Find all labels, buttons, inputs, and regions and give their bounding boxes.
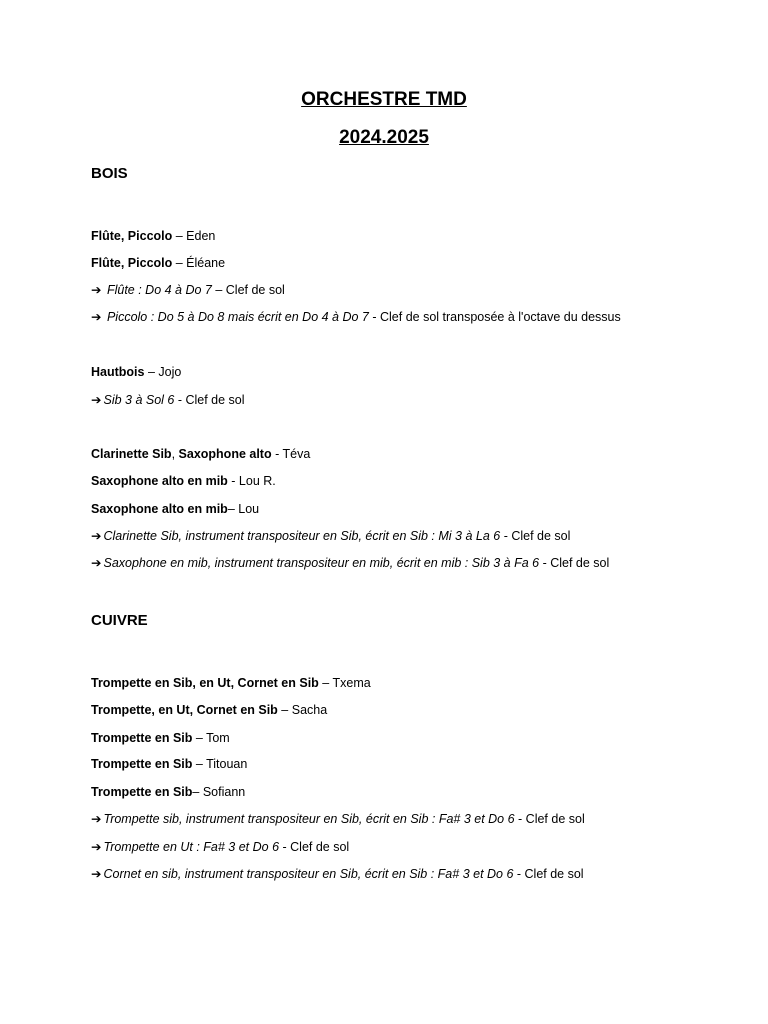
range-note bbox=[91, 528, 570, 544]
range-note bbox=[91, 811, 585, 827]
arrow-icon: ➔ bbox=[91, 867, 102, 881]
list-item bbox=[91, 730, 230, 746]
player-name: – Eden bbox=[172, 229, 216, 243]
range-text: Trompette sib, instrument transpositeur en Sib, écrit en Sib : Fa# 3 et Do 6 bbox=[103, 812, 515, 826]
arrow-icon: ➔ bbox=[91, 840, 102, 854]
list-item bbox=[91, 756, 247, 772]
list-item bbox=[91, 446, 310, 462]
player-name: – Tom bbox=[192, 731, 230, 745]
range-text: Trompette en Ut : Fa# 3 et Do 6 bbox=[103, 840, 280, 854]
instrument-name: Flûte, Piccolo bbox=[91, 256, 173, 270]
range-note bbox=[91, 866, 584, 882]
separator: , bbox=[171, 447, 179, 461]
document-title: ORCHESTRE TMD bbox=[301, 89, 467, 110]
instrument-name: Trompette en Sib bbox=[91, 731, 193, 745]
player-name: – Lou bbox=[227, 502, 260, 516]
range-text: Cornet en sib, instrument transpositeur en Sib, écrit en Sib : Fa# 3 et Do 6 bbox=[103, 867, 514, 881]
list-item bbox=[91, 473, 276, 489]
list-item bbox=[91, 784, 245, 800]
player-name: - Téva bbox=[271, 447, 311, 461]
list-item bbox=[91, 228, 215, 244]
player-name: – Éléane bbox=[172, 256, 226, 270]
player-name: - Lou R. bbox=[227, 474, 276, 488]
clef-text: - Clef de sol bbox=[279, 840, 350, 854]
player-name: – Titouan bbox=[192, 757, 248, 771]
range-note bbox=[91, 309, 621, 325]
list-item bbox=[91, 255, 225, 271]
range-text: Saxophone en mib, instrument transpositeur en mib, écrit en mib : Sib 3 à Fa 6 bbox=[103, 556, 540, 570]
instrument-name: Flûte, Piccolo bbox=[91, 229, 173, 243]
arrow-icon: ➔ bbox=[91, 812, 102, 826]
range-text: Sib 3 à Sol 6 bbox=[103, 393, 175, 407]
player-name: – Sofiann bbox=[192, 785, 246, 799]
list-item bbox=[91, 364, 181, 380]
player-name: – Sacha bbox=[277, 703, 328, 717]
range-note bbox=[91, 392, 245, 408]
arrow-icon: ➔ bbox=[91, 529, 102, 543]
list-item bbox=[91, 702, 327, 718]
arrow-icon: ➔ bbox=[91, 556, 102, 570]
player-name: – Txema bbox=[318, 676, 371, 690]
list-item bbox=[91, 501, 259, 517]
section-heading-bois: BOIS bbox=[91, 165, 128, 182]
instrument-name: Trompette, en Ut, Cornet en Sib bbox=[91, 703, 278, 717]
arrow-icon: ➔ bbox=[91, 283, 102, 297]
list-item bbox=[91, 675, 371, 691]
clef-text: - Clef de sol bbox=[539, 556, 610, 570]
clef-text: - Clef de sol bbox=[500, 529, 571, 543]
instrument-name: Clarinette Sib bbox=[91, 447, 172, 461]
range-text: Piccolo : Do 5 à Do 8 mais écrit en Do 4 à Do 7 bbox=[103, 310, 369, 324]
clef-text: - Clef de sol bbox=[513, 867, 584, 881]
instrument-name: Saxophone alto en mib bbox=[91, 502, 228, 516]
arrow-icon: ➔ bbox=[91, 310, 102, 324]
range-note bbox=[91, 555, 609, 571]
instrument-name: Trompette en Sib bbox=[91, 757, 193, 771]
instrument-name: Saxophone alto bbox=[178, 447, 272, 461]
instrument-name: Hautbois bbox=[91, 365, 145, 379]
section-heading-cuivre: CUIVRE bbox=[91, 612, 148, 629]
document-year: 2024.2025 bbox=[339, 127, 429, 148]
range-text: Clarinette Sib, instrument transpositeur en Sib, écrit en Sib : Mi 3 à La 6 bbox=[103, 529, 501, 543]
range-note bbox=[91, 282, 285, 298]
instrument-name: Trompette en Sib, en Ut, Cornet en Sib bbox=[91, 676, 319, 690]
clef-text: – Clef de sol bbox=[211, 283, 285, 297]
range-text: Flûte : Do 4 à Do 7 bbox=[103, 283, 212, 297]
instrument-name: Saxophone alto en mib bbox=[91, 474, 228, 488]
instrument-name: Trompette en Sib bbox=[91, 785, 193, 799]
clef-text: - Clef de sol transposée à l'octave du dessus bbox=[368, 310, 621, 324]
player-name: – Jojo bbox=[144, 365, 182, 379]
clef-text: - Clef de sol bbox=[174, 393, 245, 407]
arrow-icon: ➔ bbox=[91, 393, 102, 407]
clef-text: - Clef de sol bbox=[514, 812, 585, 826]
range-note bbox=[91, 839, 349, 855]
